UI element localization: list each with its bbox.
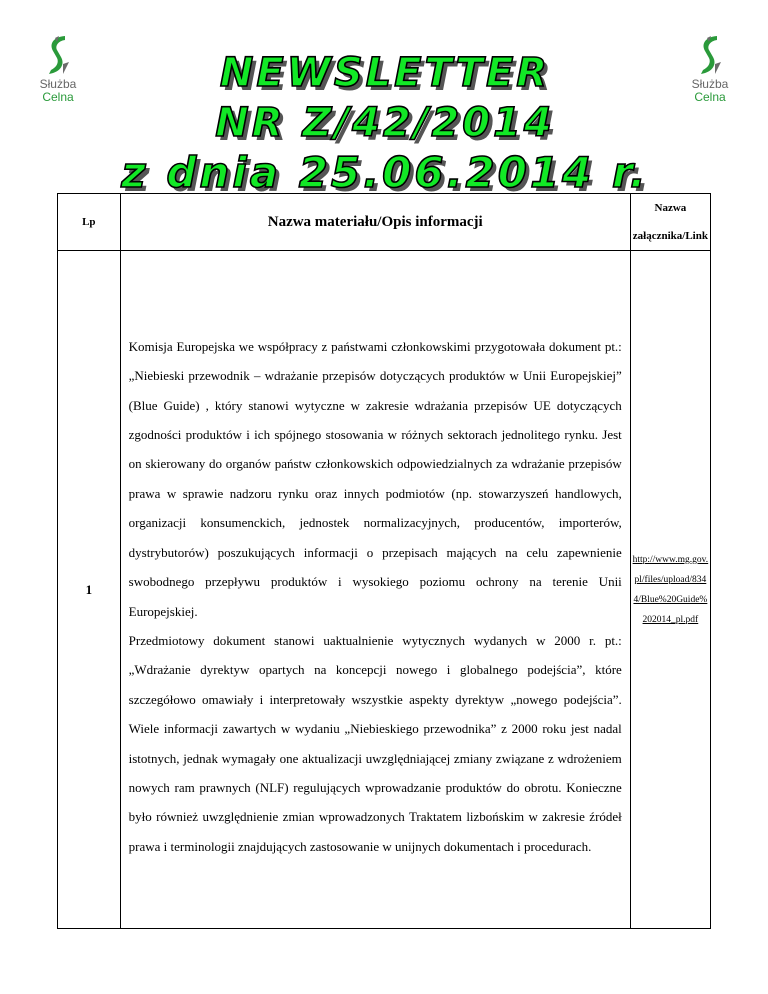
sluzba-celna-logo-right: [680, 34, 740, 104]
description-paragraph-2: Przedmiotowy dokument stanowi uaktualnienie wytycznych wydanych w 2000 r. pt.: „Wdrażanie dyrektyw opartych na koncepcji nowego i globalnego podejścia”, które szczegółowo omawiały i interpretowały wszystkie aspekty dyrektyw „nowego podejścia”. Wiele informacji zawartych w wydaniu „Niebieskiego przewodnika” z 2000 roku jest nadal istotnych, jednak wymagały one aktualizacji uwzględniającej zmiany związane z wdrożeniem nowych ram prawnych (NLF) regulujących wprowadzanie produktów do obrotu. Konieczne było również uwzględnienie zmian wprowadzonych Traktatem lizbońskim w zakresie źródeł prawa i terminologii znajdujących zastosowanie w unijnych dokumentach i procedurach.: [128, 632, 622, 854]
title-line-newsletter: NEWSLETTER: [219, 50, 551, 96]
logo-text-line1: Służba: [39, 77, 77, 91]
sluzba-celna-emblem-icon: [695, 34, 725, 76]
title-line-date: z dnia 25.06.2014 r.: [121, 148, 649, 197]
sluzba-celna-logo-left: [28, 34, 88, 104]
materials-table: [57, 193, 711, 929]
header-attachment-line1: Nazwa: [654, 202, 687, 214]
description-paragraph-1: Komisja Europejska we współpracy z państwami członkowskimi przygotowała dokument pt.: „Niebieski przewodnik – wdrażanie przepisów dotyczących produktów w Unii Europejskiej” (Blue Guide) , który stanowi wytyczne w zakresie wdrażania przepisów UE dotyczących zgodności produktów i ich spójnego stosowania w różnych sektorach jednolitego rynku. Jest on skierowany do organów państw członkowskich odpowiedzialnych za wdrażanie przepisów prawa w sprawie nadzoru rynku oraz innych podmiotów (np. stowarzyszeń handlowych, organizacji konsumenckich, jednostek normalizacyjnych, producentów, importerów, dystrybutorów) poszukujących informacji o przepisach mających na celu zapewnienie swobodnego przepływu produktów i wysokiego poziomu ochrony na terenie Unii Europejskiej.: [128, 338, 622, 619]
attachment-link[interactable]: http://www.mg.gov.pl/files/upload/8344/Blue%20Guide%202014_pl.pdf: [632, 554, 709, 625]
row-number: 1: [58, 251, 121, 929]
header-attachment: [630, 194, 710, 251]
header-attachment-line2: załącznika/Link: [632, 230, 708, 242]
logo-text-line1: Służba: [691, 77, 729, 91]
sluzba-celna-emblem-icon: [43, 34, 73, 76]
header-lp: Lp: [58, 194, 121, 251]
table-row: [58, 251, 711, 929]
row-attachment: [630, 251, 710, 929]
row-description: [120, 251, 630, 929]
logo-text-line2: Celna: [42, 90, 74, 104]
header-description: Nazwa materiału/Opis informacji: [120, 194, 630, 251]
table-header-row: [58, 194, 711, 251]
logo-text-line2: Celna: [694, 90, 726, 104]
newsletter-title: [110, 48, 660, 198]
title-line-number: NR Z/42/2014: [215, 100, 555, 146]
